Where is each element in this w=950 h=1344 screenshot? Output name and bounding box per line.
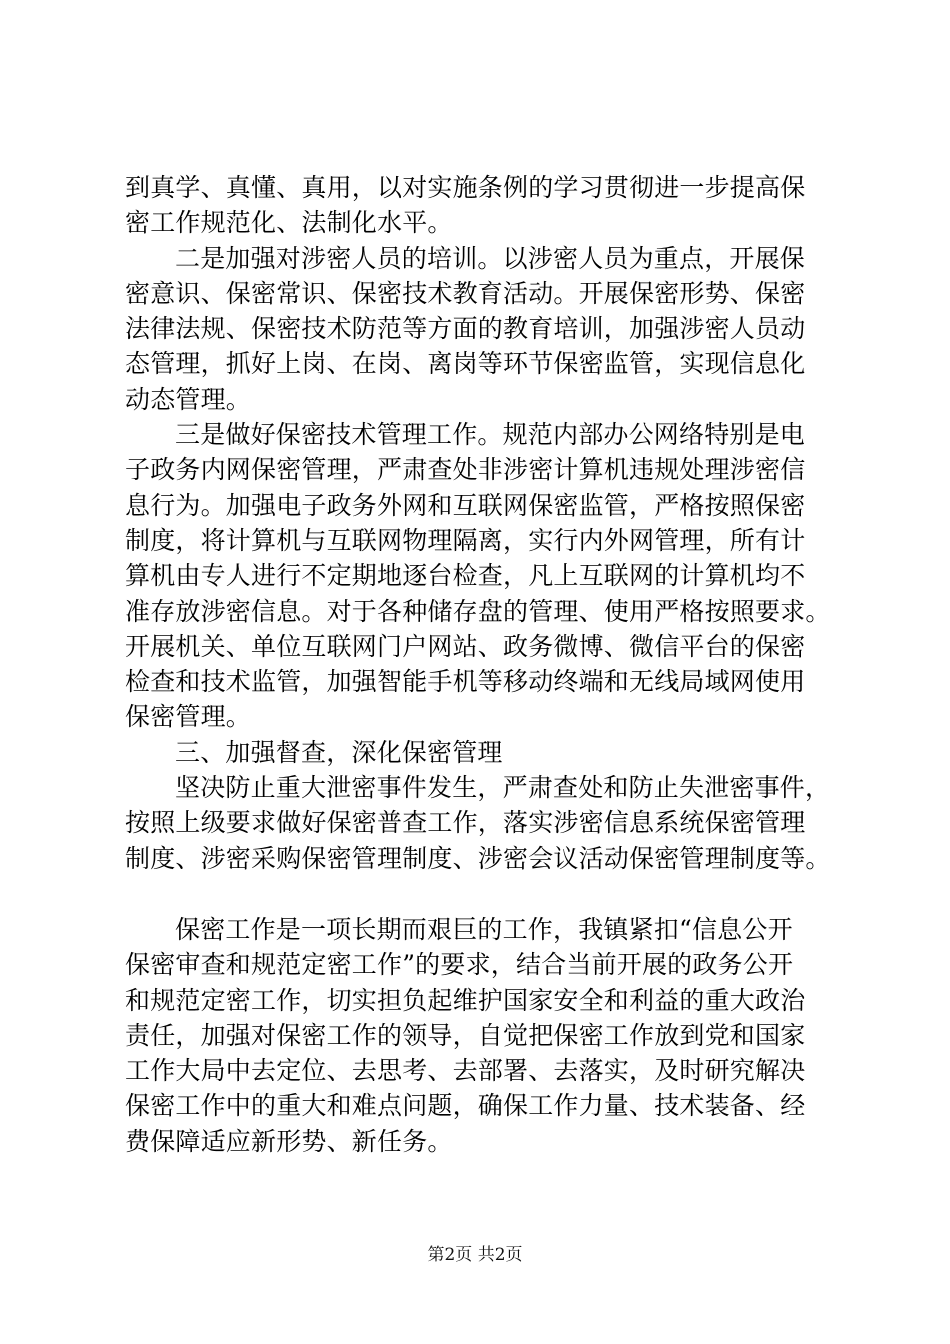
section-heading-supervision: 三、加强督查，深化保密管理 bbox=[175, 737, 503, 767]
paragraph-continuation: 到真学、真懂、真用，以对实施条例的学习贯彻进一步提高保 密工作规范化、法制化水平。 bbox=[125, 173, 806, 238]
paragraph-conclusion: 保密工作是一项长期而艰巨的工作，我镇紧扣“信息公开 保密审查和规范定密工作”的要求，结合当前开展的政务公开 和规范定密工作，切实担负起维护国家安全和利益的重大政治 责任，加强对保密工作的领导，自觉把保密工作放到党和国家 工作大局中去定位、去思考、去部署、去落实，及时研究解决 保密工作中的重大和难点问题，确保工作力量、技术装备、经 费保障适应新形势、新任务。 bbox=[125, 914, 806, 1156]
paragraph-personnel-training: 二是加强对涉密人员的培训。以涉密人员为重点，开展保 密意识、保密常识、保密技术教育活动。开展保密形势、保密 法律法规、保密技术防范等方面的教育培训，加强涉密人员动 态管理，抓好上岗、在岗、离岗等环节保密监管，实现信息化 动态管理。 bbox=[125, 243, 806, 414]
paragraph-prevent-leaks: 坚决防止重大泄密事件发生，严肃查处和防止失泄密事件， 按照上级要求做好保密普查工作，落实涉密信息系统保密管理 制度、涉密采购保密管理制度、涉密会议活动保密管理制度等。 bbox=[125, 773, 831, 873]
document-body bbox=[125, 170, 845, 1159]
page-number-footer: 第2页 共2页 bbox=[427, 1245, 523, 1265]
paragraph-technical-management: 三是做好保密技术管理工作。规范内部办公网络特别是电 子政务内网保密管理，严肃查处非涉密计算机违规处理涉密信 息行为。加强电子政务外网和互联网保密监管，严格按照保密 制度，将计算机与互联网物理隔离，实行内外网管理，所有计 算机由专人进行不定期地逐台检查，凡上互联网的计算机均不 准存放涉密信息。对于各种储存盘的管理、使用严格按照要求。 开展机关、单位互联网门户网站、政务微博、微信平台的保密 检查和技术监管，加强智能手机等移动终端和无线局域网使用 保密管理。 bbox=[125, 420, 831, 732]
